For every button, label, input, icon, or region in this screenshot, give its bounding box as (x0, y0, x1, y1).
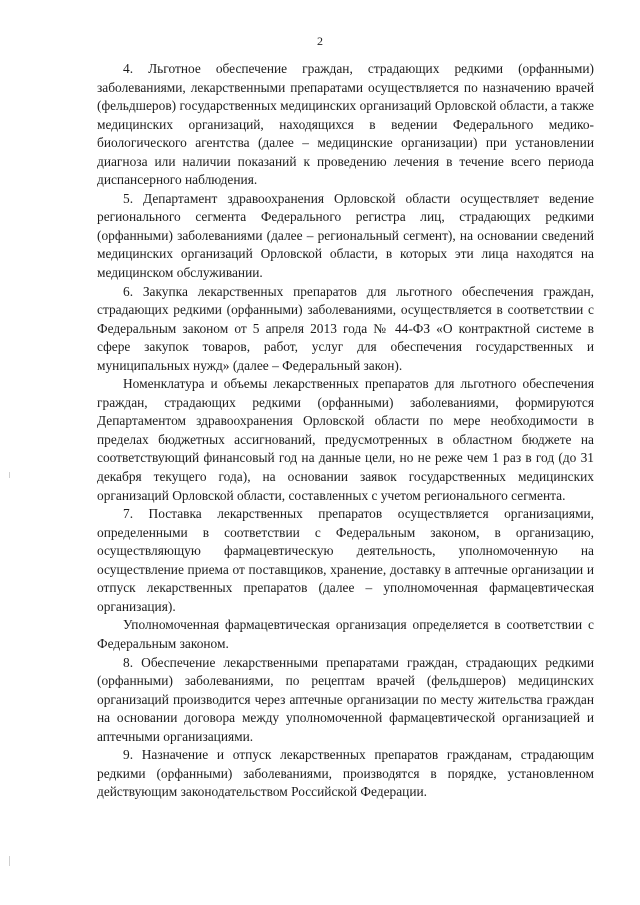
paragraph-4: 4. Льготное обеспечение граждан, страдающих редкими (орфанными) заболеваниями, лекарственными препаратами осуществляется по назначению врачей (фельдшеров) государственных медицинских организаций Орловской области, а также медицинских организаций, находящихся в ведении Федерального медико-биологического агентства (далее – медицинские организации) при установлении диагноза или наличии показаний к проведению лечения в течение всего периода диспансерного наблюдения. (97, 61, 594, 188)
scan-speck-left-bottom (9, 856, 10, 866)
scan-speck-left-top (9, 472, 10, 478)
paragraph-authorized-organization: Уполномоченная фармацевтическая организация определяется в соответствии с Федеральным законом. (97, 617, 594, 651)
paragraph-5: 5. Департамент здравоохранения Орловской области осуществляет ведение регионального сегмента Федерального регистра лиц, страдающих редкими (орфанными) заболеваниями (далее – региональный сегмент), на основании сведений медицинских организаций Орловской области, в которых эти лица находятся на медицинском обслуживании. (97, 190, 594, 281)
paragraph-9: 9. Назначение и отпуск лекарственных препаратов гражданам, страдающим редкими (орфанными) заболеваниями, производятся в порядке, установленном действующим законодательством Российской Федерации. (97, 747, 594, 800)
paragraph-6: 6. Закупка лекарственных препаратов для льготного обеспечения граждан, страдающих редкими (орфанными) заболеваниями, осуществляется в соответствии с Федеральным законом от 5 апреля 2013 года № 44-ФЗ «О контрактной системе в сфере закупок товаров, работ, услуг для обеспечения государственных и муниципальных нужд» (далее – Федеральный закон). (97, 283, 594, 373)
document-body (97, 60, 594, 802)
paragraph-8: 8. Обеспечение лекарственными препаратами граждан, страдающих редкими (орфанными) заболеваниями, по рецептам врачей (фельдшеров) медицинских организаций производится через аптечные организации по месту жительства граждан на основании договора между уполномоченной фармацевтической организацией и аптечными организациями. (97, 654, 594, 744)
paragraph-7: 7. Поставка лекарственных препаратов осуществляется организациями, определенными в соответствии с Федеральным законом, в организацию, осуществляющую фармацевтическую деятельность, уполномоченную на осуществление приема от поставщиков, хранение, доставку в аптечные организации и отпуск лекарственных препаратов (далее – уполномоченная фармацевтическая организация). (97, 506, 594, 614)
page-number: 2 (317, 34, 323, 48)
paragraph-nomenclature: Номенклатура и объемы лекарственных препаратов для льготного обеспечения граждан, страдающих редкими (орфанными) заболеваниями, формируются Департаментом здравоохранения Орловской области по мере необходимости в пределах бюджетных ассигнований, предусмотренных в областном бюджете на соответствующий финансовый год на данные цели, но не реже чем 1 раз в год (до 31 декабря текущего года), на основании заявок государственных медицинских организаций Орловской области, составленных с учетом регионального сегмента. (97, 376, 594, 503)
